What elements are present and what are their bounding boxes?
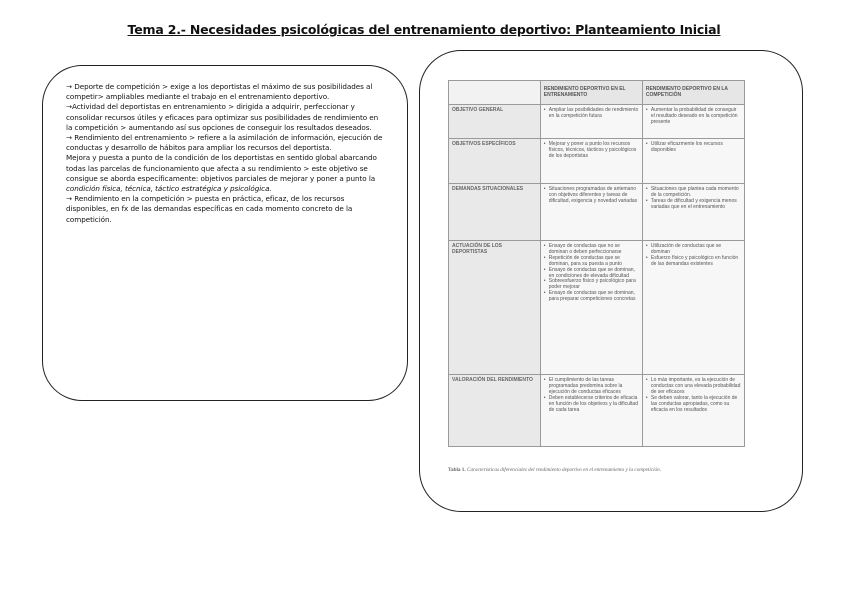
scanned-table-image — [448, 80, 745, 447]
table-row-label: DEMANDAS SITUACIONALES — [449, 184, 541, 241]
bullet-list — [646, 142, 741, 154]
paragraph-mejora-italic: condición física, técnica, táctico estratégica y psicológica. — [66, 184, 272, 194]
paragraph-mejora-text: Mejora y puesta a punto de la condición de los deportistas en sentido global abarcando todas las parcelas de funcionamiento que afecta a su rendimiento > este objetivo se consigue se aborda específicamente: objetivos parciales de mejorar y poner a punto la — [66, 153, 377, 183]
bullet-item: • Utilizar eficazmente los recursos disponibles — [646, 142, 741, 154]
table-cell-entrenamiento — [540, 139, 642, 184]
table-cell-competicion — [642, 184, 744, 241]
table-row-label: VALORACIÓN DEL RENDIMIENTO — [449, 375, 541, 447]
bullet-item: • Situaciones que plantea cada momento de la competición. — [646, 187, 741, 199]
bullet-item: • Deben establecerse criterios de eficacia en función de los objetivos y la dificultad de cada tarea — [544, 396, 639, 414]
table-row-label: OBJETIVO GENERAL — [449, 105, 541, 139]
table-caption — [448, 467, 758, 473]
comparison-table — [448, 80, 745, 447]
table-row-label: OBJETIVOS ESPECÍFICOS — [449, 139, 541, 184]
table-cell-entrenamiento — [540, 375, 642, 447]
bullet-list — [646, 378, 741, 413]
bullet-item: • Ensayo de conductas que se dominan, en condiciones de elevada dificultad — [544, 268, 639, 280]
bullet-item: • Utilización de conductas que se dominan — [646, 244, 741, 256]
paragraph-deporte-competicion: → Deporte de competición > exige a los deportistas el máximo de sus posibilidades al competir> ampliables mediante el trabajo en el entrenamiento deportivo. — [66, 82, 373, 102]
table-cell-entrenamiento — [540, 241, 642, 375]
table-cell-entrenamiento — [540, 105, 642, 139]
paragraph-rendimiento-competicion: → Rendimiento en la competición > puesta en práctica, eficaz, de los recursos disponibles, en fx de las demandas específicas en cada momento concreto de la competición. — [66, 194, 353, 224]
bullet-item: • Esfuerzo físico y psicológico en función de las demandas existentes — [646, 256, 741, 268]
table-row — [449, 375, 745, 447]
bullet-list — [544, 187, 639, 205]
table-header-entrenamiento: RENDIMIENTO DEPORTIVO EN EL ENTRENAMIENTO — [540, 81, 642, 105]
bullet-item: • Repetición de conductas que se dominan, para su puesta a punto — [544, 256, 639, 268]
bullet-item: • Sobreesfuerzo físico y psicológico para poder mejorar — [544, 279, 639, 291]
bullet-list — [544, 244, 639, 303]
paragraph-mejora-puesta-a-punto — [66, 153, 384, 194]
table-row — [449, 184, 745, 241]
page-title: Tema 2.- Necesidades psicológicas del entrenamiento deportivo: Planteamiento Inicial — [127, 22, 721, 37]
paragraph-actividad-entrenamiento: →Actividad del deportistas en entrenamiento > dirigida a adquirir, perfeccionar y consolidar recursos útiles y eficaces para optimizar sus posibilidades de rendimiento en la competición > aumentando así sus opciones de conseguir los resultados deseados. — [66, 102, 379, 132]
bullet-item: • Ampliar las posibilidades de rendimiento en la competición futura — [544, 108, 639, 120]
bullet-list — [544, 142, 639, 160]
bullet-item: • Ensayo de conductas que no se dominan o deben perfeccionarse — [544, 244, 639, 256]
table-cell-competicion — [642, 105, 744, 139]
bullet-item: • Ensayo de conductas que se dominan, para preparar competiciones concretas — [544, 291, 639, 303]
bullet-list — [646, 187, 741, 211]
table-cell-competicion — [642, 375, 744, 447]
table-row — [449, 139, 745, 184]
bullet-item: • Tareas de dificultad y exigencia menos variadas que en el entrenamiento — [646, 199, 741, 211]
left-text-content — [66, 82, 384, 225]
table-caption-text: Características diferenciales del rendimiento deportivo en el entrenamiento y la competición. — [466, 467, 662, 473]
table-row-label: ACTUACIÓN DE LOS DEPORTISTAS — [449, 241, 541, 375]
bullet-item: • Aumentar la probabilidad de conseguir el resultado deseado en la competición presente — [646, 108, 741, 126]
table-row — [449, 241, 745, 375]
bullet-item: • Lo más importante, es la ejecución de conductas con una elevada probabilidad de ser eficaces — [646, 378, 741, 396]
bullet-item: • El cumplimiento de las tareas programadas predomina sobre la ejecución de conductas eficaces — [544, 378, 639, 396]
table-cell-competicion — [642, 241, 744, 375]
table-header-row — [449, 81, 745, 105]
table-header-competicion: RENDIMIENTO DEPORTIVO EN LA COMPETICIÓN — [642, 81, 744, 105]
bullet-item: • Mejorar y poner a punto los recursos físicos, técnicos, tácticos y psicológicos de los deportistas — [544, 142, 639, 160]
bullet-list — [544, 378, 639, 413]
bullet-list — [544, 108, 639, 120]
table-header-blank — [449, 81, 541, 105]
paragraph-rendimiento-entrenamiento: → Rendimiento del entrenamiento > refiere a la asimilación de información, ejecución de conductas y desarrollo de hábitos para ampliar los recursos del deportista. — [66, 133, 383, 153]
table-cell-competicion — [642, 139, 744, 184]
bullet-list — [646, 244, 741, 268]
table-row — [449, 105, 745, 139]
table-caption-label: Tabla 1. — [448, 467, 466, 473]
table-cell-entrenamiento — [540, 184, 642, 241]
bullet-item: • Se deben valorar, tanto la ejecución de las conductas apropiadas, como su eficacia en los resultados — [646, 396, 741, 414]
bullet-list — [646, 108, 741, 126]
bullet-item: • Situaciones programadas de antemano con objetivos diferentes y tareas de dificultad, exigencia y novedad variadas — [544, 187, 639, 205]
